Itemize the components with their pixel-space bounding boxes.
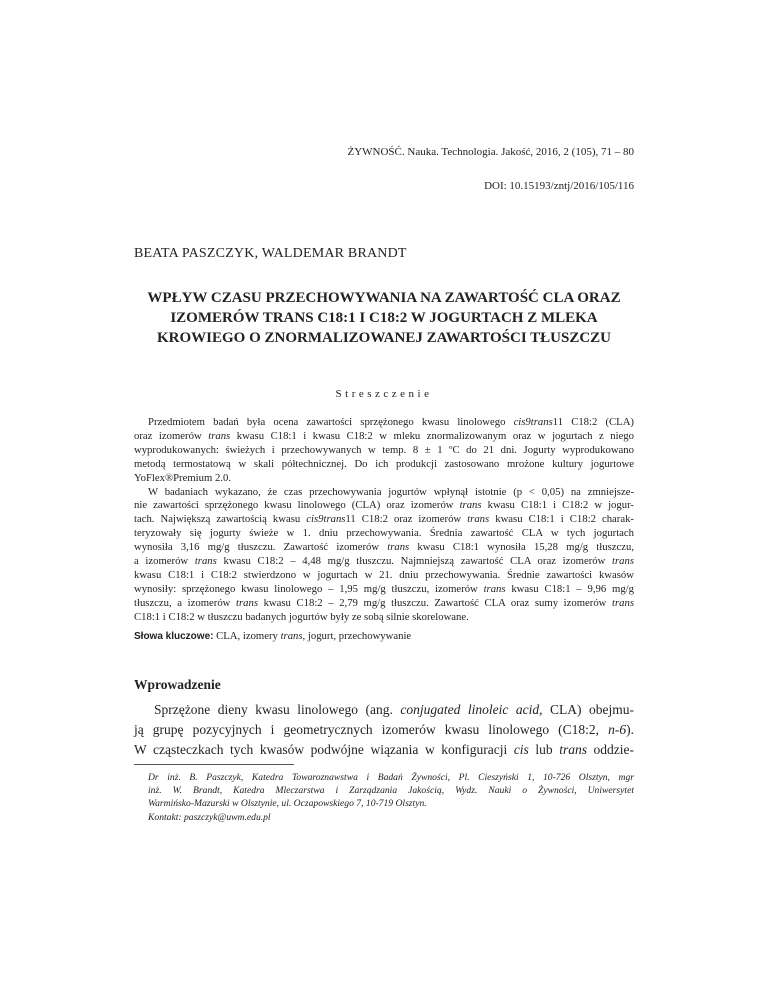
abstract-line: wynosiła 3,16 mg/g tłuszczu. Zawartość izomerów trans kwasu C18:1 wynosiła 15,28 mg/g tłuszczu, — [134, 541, 634, 554]
abstract-line: teryzowały się jogurty świeże w 1. dniu przechowywania. Średnia zawartość CLA w tych jogurtach — [134, 527, 634, 540]
keywords-label: Słowa kluczowe: — [134, 631, 214, 642]
footnote-line: Kontakt: paszczyk@uwm.edu.pl — [148, 811, 271, 823]
footnote-line: Warmińsko-Mazurski w Olsztynie, ul. Oczapowskiego 7, 10-719 Olsztyn. — [148, 798, 427, 810]
footnote-divider — [134, 764, 294, 765]
abstract-line: Przedmiotem badań była ocena zawartości sprzężonego kwasu linolowego cis9trans11 C18:2 (CLA) — [148, 416, 634, 428]
title-line: IZOMERÓW TRANS C18:1 I C18:2 W JOGURTACH Z MLEKA — [170, 310, 598, 326]
section-heading-introduction: Wprowadzenie — [134, 677, 221, 692]
abstract-line: wynosiły: sprzężonego kwasu linolowego – 1,95 mg/g tłuszczu, izomerów trans kwasu C18:1 – 9,96 mg/g — [134, 582, 634, 595]
abstract-heading: Streszczenie — [335, 388, 433, 400]
abstract-line: W badaniach wykazano, że czas przechowywania jogurtów wpłynął istotnie (p < 0,05) na zmniejsze- — [148, 485, 634, 498]
doi: DOI: 10.15193/zntj/2016/105/116 — [484, 180, 634, 192]
footnote-line: Dr inż. B. Paszczyk, Katedra Towaroznawstwa i Badań Żywności, Pl. Cieszyński 1, 10-726 Olsztyn, mgr — [148, 772, 634, 783]
title-line: KROWIEGO O ZNORMALIZOWANEJ ZAWARTOŚCI TŁUSZCZU — [156, 330, 611, 346]
abstract-line: nie zawartości sprzężonego kwasu linolowego (CLA) oraz izomerów trans kwasu C18:1 i C18:2 w jogur- — [134, 499, 634, 512]
journal-citation: ŻYWNOŚĆ. Nauka. Technologia. Jakość, 2016, 2 (105), 71 – 80 — [347, 146, 634, 158]
author-footnote — [148, 771, 634, 824]
abstract-line: tłuszczu, a izomerów trans kwasu C18:2 – 2,79 mg/g tłuszczu. Zawartość CLA oraz sumy izomerów trans — [134, 596, 634, 609]
abstract-line: YoFlex®Premium 2.0. — [134, 471, 232, 484]
abstract-line: oraz izomerów trans kwasu C18:1 i kwasu C18:2 w mleku znormalizowanym oraz w jogurtach z niego — [134, 429, 634, 442]
keywords: Słowa kluczowe: CLA, izomery trans, jogurt, przechowywanie — [134, 630, 412, 642]
abstract-line: tach. Największą zawartością kwasu cis9trans11 C18:2 oraz izomerów trans kwasu C18:1 i C18:2 charak- — [134, 513, 634, 526]
abstract-line: a izomerów trans kwasu C18:2 – 4,48 mg/g tłuszczu. Najmniejszą zawartość CLA oraz izomerów trans — [134, 555, 634, 568]
abstract-line: wyprodukowanych: świeżych i przechowywanych w temp. 8 ± 1 ºC do 21 dni. Jogurty wyprodukowano — [134, 443, 634, 456]
body-line: ją grupę pozycyjnych i geometrycznych izomerów kwasu linolowego (C18:2, n-6). — [134, 722, 634, 737]
footnote-line: inż. W. Brandt, Katedra Mleczarstwa i Zarządzania Jakością, Wydz. Nauki o Żywności, Uniwersytet — [148, 785, 634, 797]
abstract — [134, 416, 634, 625]
article-title — [134, 288, 634, 348]
abstract-line: C18:1 i C18:2 w tłuszczu badanych jogurtów były ze sobą silnie skorelowane. — [134, 610, 469, 623]
body-line: W cząsteczkach tych kwasów podwójne wiązania w konfiguracji cis lub trans oddzie- — [134, 742, 634, 757]
abstract-line: metodą termostatową w skali półtechnicznej. Do ich produkcji zastosowano mrożone kultury jogurtowe — [134, 457, 634, 470]
authors: BEATA PASZCZYK, WALDEMAR BRANDT — [134, 246, 407, 261]
body-line: Sprzężone dieny kwasu linolowego (ang. conjugated linoleic acid, CLA) obejmu- — [154, 702, 634, 717]
title-line: WPŁYW CZASU PRZECHOWYWANIA NA ZAWARTOŚĆ CLA ORAZ — [147, 290, 621, 306]
abstract-line: kwasu C18:1 i C18:2 stwierdzono w jogurtach w 21. dniu przechowywania. Średnie zawartości kwasów — [134, 568, 634, 581]
introduction-text — [134, 700, 634, 760]
